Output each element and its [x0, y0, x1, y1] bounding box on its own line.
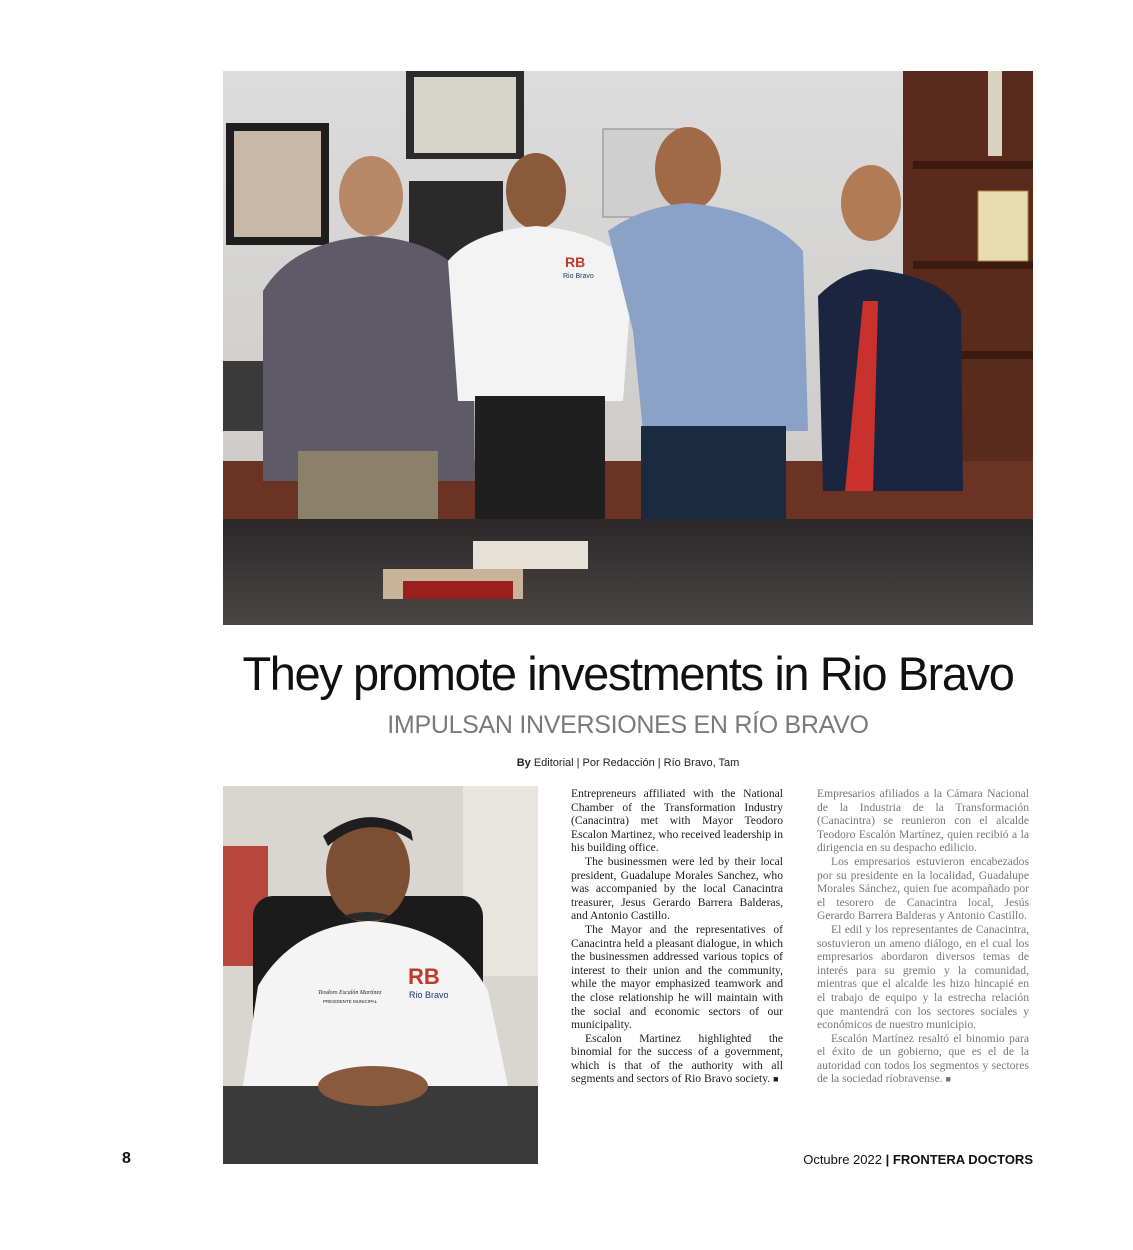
byline-text: Editorial | Por Redacción | Río Bravo, Tam: [533, 757, 740, 769]
spanish-paragraph-text: Escalón Martínez resaltó el binomio para el éxito de un gobierno, que es el de la autoridad con todos los segmentos y sectores de la sociedad ríobravense.: [817, 1031, 1029, 1086]
spanish-paragraph: Empresarios afiliados a la Cámara Nacional de la Industria de la Transformación (Canacintra) se reunieron con el alcalde Teodoro Escalón Martínez, quien recibió a la dirigencia en su despacho edilicio.: [817, 787, 1029, 855]
headline: They promote investments in Rio Bravo: [242, 647, 1014, 700]
english-paragraph: The businessmen were led by their local president, Guadalupe Morales Sanchez, who was accompanied by the local Canacintra treasurer, Jesus Gerardo Barrera Balderas, and Antonio Castillo.: [571, 854, 783, 923]
spanish-paragraph: El edil y los representantes de Canacintra, sostuvieron un ameno diálogo, en el cual los empresarios abordaron diversos temas de interés para su gremio y la comunidad, mientras que el alcalde les hizo hincapié en el trabajo de equipo y la estrecha relación que mantendrá con los sectores sociales y económicos de nuestro municipio.: [817, 922, 1029, 1032]
portrait-shirt-text: Teodoro Escalón Martínez: [318, 990, 382, 996]
spanish-column: [817, 787, 1029, 1087]
spanish-paragraph: [817, 1032, 1029, 1087]
english-paragraph: The Mayor and the representatives of Canacintra held a pleasant dialogue, in which the businessmen addressed various topics of interest to their union and the community, while the mayor emphasized teamwork and the close relationship he will maintain with the social and economic sectors of our municipality.: [571, 922, 783, 1032]
byline-label: By: [516, 757, 531, 769]
footer-date: Octubre 2022: [803, 1152, 882, 1167]
portrait-logo-text: Rio Bravo: [409, 990, 449, 1000]
spanish-paragraph: Los empresarios estuvieron encabezados por su presidente en la localidad, Guadalupe Morales Sánchez, quien fue acompañado por el tesorero de Canacintra local, Jesús Gerardo Barrera Balderas y Antonio Castillo.: [817, 854, 1029, 923]
english-paragraph-text: Escalon Martinez highlighted the binomial for the success of a government, which is that of the authority with all segments and sectors of Rio Bravo society.: [571, 1031, 783, 1086]
subheadline: IMPULSAN INVERSIONES EN RÍO BRAVO: [387, 711, 869, 739]
group-photo-logo-text: Rio Bravo: [563, 273, 594, 280]
group-photo: [223, 71, 1033, 625]
end-mark: ■: [945, 1074, 951, 1085]
footer-separator: |: [885, 1152, 890, 1167]
page-number: 8: [122, 1150, 131, 1167]
byline: [223, 755, 1033, 771]
end-mark: ■: [773, 1074, 779, 1085]
portrait-logo-mark: RB: [408, 964, 440, 989]
english-paragraph: [571, 1032, 783, 1087]
group-photo-logo-mark: RB: [565, 254, 586, 270]
footer: [803, 1152, 1033, 1167]
english-column: [571, 787, 783, 1087]
english-paragraph: Entrepreneurs affiliated with the National Chamber of the Transformation Industry (Canacintra) met with Mayor Teodoro Escalon Martinez, who received leadership in his building office.: [571, 787, 783, 855]
footer-publication: FRONTERA DOCTORS: [892, 1152, 1033, 1167]
portrait-shirt-subtext: PRESIDENTE MUNICIPAL: [323, 999, 378, 1004]
portrait-photo: [223, 786, 538, 1164]
